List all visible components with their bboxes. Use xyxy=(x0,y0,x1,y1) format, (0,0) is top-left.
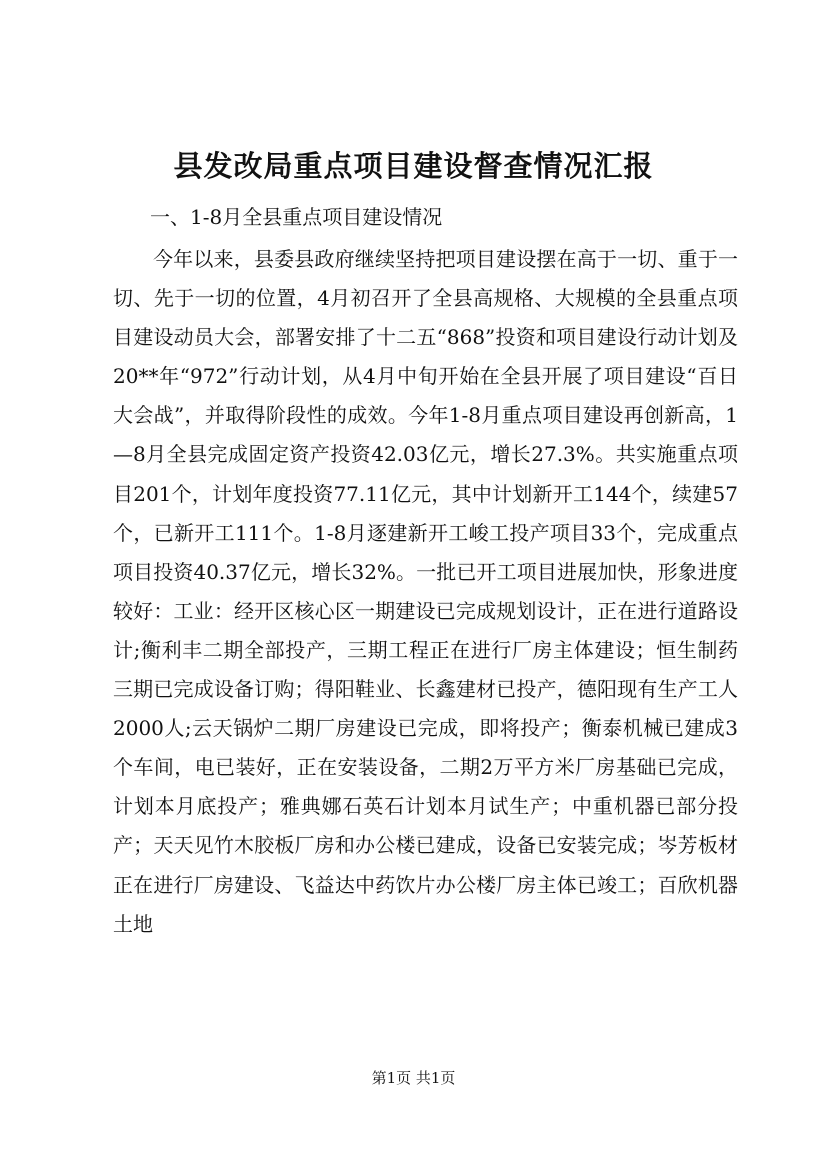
body-paragraph: 今年以来，县委县政府继续坚持把项目建设摆在高于一切、重于一切、先于一切的位置，4月初召开了全县高规格、大规模的全县重点项目建设动员大会，部署安排了十二五“868”投资和项目建设行动计划及20**年“972”行动计划，从4月中旬开始在全县开展了项目建设“百日大会战”，并取得阶段性的成效。今年1-8月重点项目建设再创新高，1—8月全县完成固定资产投资42.03亿元，增长27.3%。共实施重点项目201个，计划年度投资77.11亿元，其中计划新开工144个，续建57个，已新开工111个。1-8月逐建新开工峻工投产项目33个，完成重点项目投资40.37亿元，增长32%。一批已开工项目进展加快，形象进度较好：工业：经开区核心区一期建设已完成规划设计，正在进行道路设计;衡利丰二期全部投产，三期工程正在进行厂房主体建设；恒生制药三期已完成设备订购；得阳鞋业、长鑫建材已投产，德阳现有生产工人2000人;云天锅炉二期厂房建设已完成，即将投产；衡泰机械已建成3个车间，电已装好，正在安装设备，二期2万平方米厂房基础已完成，计划本月底投产；雅典娜石英石计划本月试生产；中重机器已部分投产；天天见竹木胶板厂房和办公楼已建成，设备已安装完成；岑芳板材正在进行厂房建设、飞益达中药饮片办公楼厂房主体已竣工；百欣机器土地 xyxy=(113,247,738,936)
document-title: 县发改局重点项目建设督查情况汇报 xyxy=(173,149,654,183)
page-footer: 第1页 共1页 xyxy=(371,1069,456,1087)
section-heading: 一、1-8月全县重点项目建设情况 xyxy=(150,205,443,229)
